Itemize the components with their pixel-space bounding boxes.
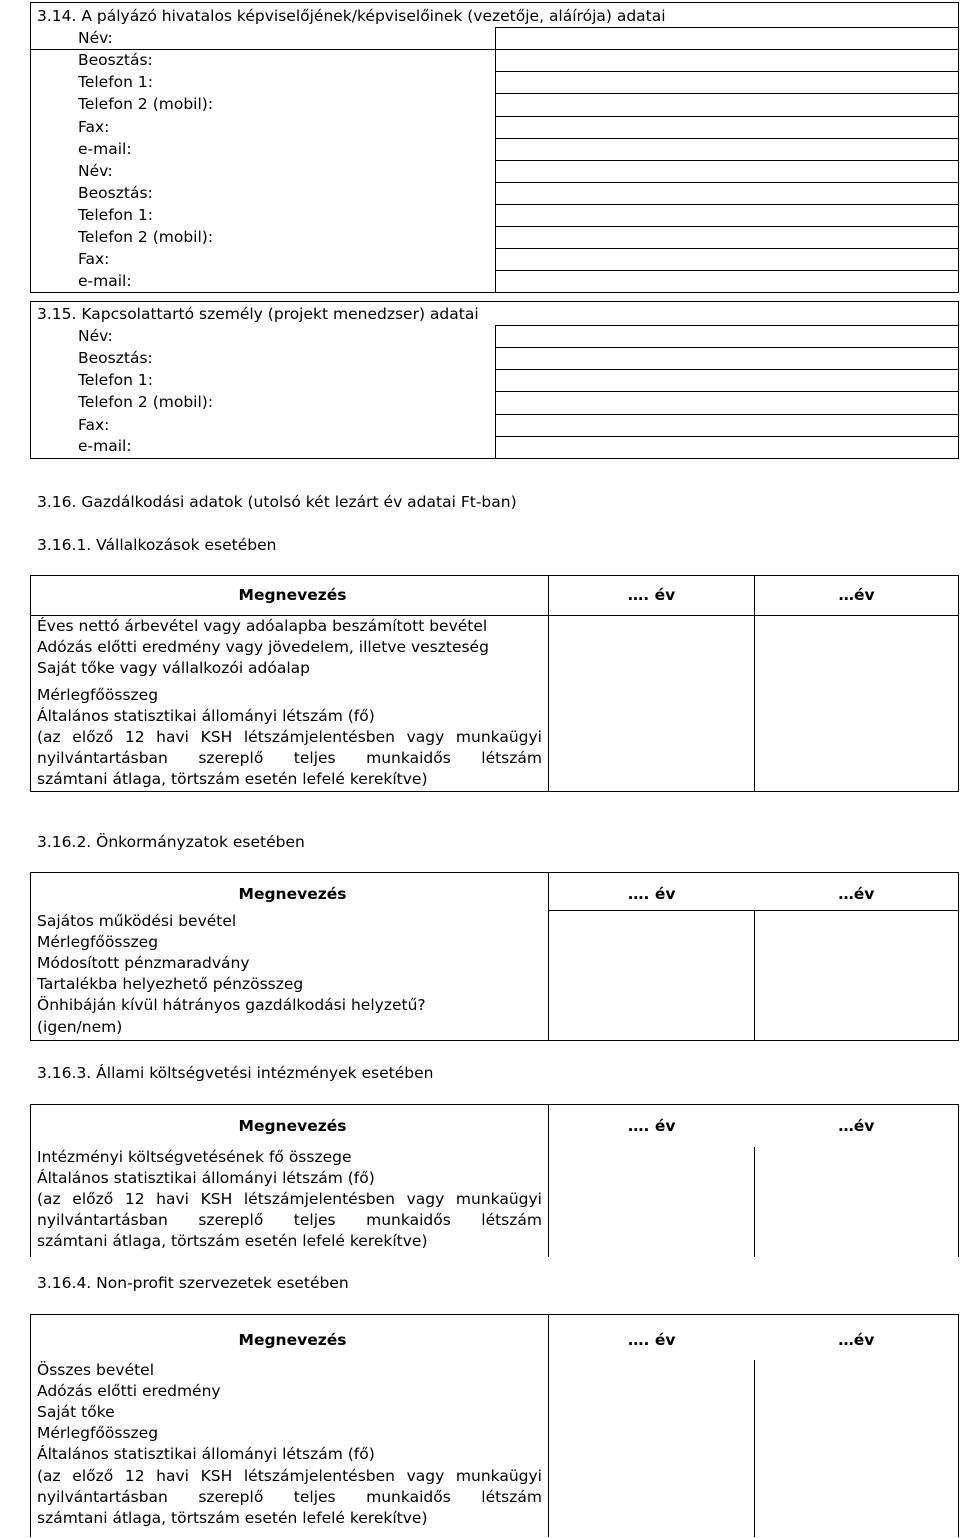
field-value[interactable] <box>496 94 959 116</box>
row-label: Mérlegfőösszeg <box>37 1424 159 1443</box>
field-value[interactable] <box>496 271 959 293</box>
subsection-title-3-16-2: 3.16.2. Önkormányzatok esetében <box>37 833 305 851</box>
field-value[interactable] <box>496 28 959 50</box>
field-label: Telefon 2 (mobil): <box>31 227 496 249</box>
field-value[interactable] <box>496 348 959 370</box>
row-label: Saját tőke <box>37 1402 115 1421</box>
row-labels-cell <box>31 1360 549 1537</box>
field-value[interactable] <box>496 436 959 458</box>
row-label: Adózás előtti eredmény <box>37 1381 221 1400</box>
row-label: nyilvántartásban szereplő teljes munkaidős létszám <box>37 1487 542 1506</box>
section-title-3-15: 3.15. Kapcsolattartó személy (projekt menedzser) adatai <box>31 302 959 326</box>
subsection-title-3-16-3: 3.16.3. Állami költségvetési intézmények esetében <box>37 1064 434 1082</box>
field-label: Név: <box>31 326 496 348</box>
year2-value-cell[interactable] <box>755 616 959 792</box>
field-label: Fax: <box>31 249 496 271</box>
row-label: Mérlegfőösszeg <box>37 685 159 704</box>
year2-value-cell[interactable] <box>755 911 959 1041</box>
field-label: Beosztás: <box>31 182 496 204</box>
row-label: (igen/nem) <box>37 1017 123 1036</box>
year1-value-cell[interactable] <box>549 911 755 1041</box>
field-value[interactable] <box>496 392 959 414</box>
field-value[interactable] <box>496 414 959 436</box>
row-label: Általános statisztikai állományi létszám (fő) <box>37 1445 375 1464</box>
financial-table-state-institutions <box>30 1104 959 1257</box>
row-label: Általános statisztikai állományi létszám (fő) <box>37 706 375 725</box>
field-label: e-mail: <box>31 271 496 293</box>
row-label: Önhibáján kívül hátrányos gazdálkodási helyzetű? <box>37 996 426 1015</box>
column-header-year1: …. év <box>549 576 755 616</box>
column-header-name: Megnevezés <box>31 1105 549 1147</box>
field-label: Telefon 1: <box>31 370 496 392</box>
column-header-name: Megnevezés <box>31 1315 549 1360</box>
column-header-year1: …. év <box>549 1315 755 1360</box>
field-label: Telefon 2 (mobil): <box>31 94 496 116</box>
field-value[interactable] <box>496 227 959 249</box>
row-label: Általános statisztikai állományi létszám (fő) <box>37 1168 375 1187</box>
field-label: Telefon 1: <box>31 204 496 226</box>
column-header-name: Megnevezés <box>31 576 549 616</box>
financial-table-municipalities <box>30 872 959 1041</box>
row-label: Mérlegfőösszeg <box>37 932 159 951</box>
subsection-title-3-16-4: 3.16.4. Non-profit szervezetek esetében <box>37 1274 349 1292</box>
financial-table-enterprises <box>30 575 959 792</box>
column-header-name: Megnevezés <box>31 873 549 911</box>
field-value[interactable] <box>496 249 959 271</box>
row-label: nyilvántartásban szereplő teljes munkaidős létszám <box>37 1211 542 1230</box>
field-label: Telefon 1: <box>31 72 496 94</box>
year2-value-cell[interactable] <box>755 1147 959 1257</box>
field-label: Beosztás: <box>31 348 496 370</box>
field-label: Név: <box>31 160 496 182</box>
field-label: e-mail: <box>31 436 496 458</box>
row-label: Tartalékba helyezhető pénzösszeg <box>37 975 304 994</box>
year1-value-cell[interactable] <box>549 1147 755 1257</box>
column-header-year2: …év <box>755 576 959 616</box>
row-label: (az előző 12 havi KSH létszámjelentésben vagy munkaügyi <box>37 1189 542 1208</box>
column-header-year2: …év <box>755 873 959 911</box>
year1-value-cell[interactable] <box>549 616 755 792</box>
row-label: Intézményi költségvetésének fő összege <box>37 1147 352 1166</box>
row-label: (az előző 12 havi KSH létszámjelentésben vagy munkaügyi <box>37 1466 542 1485</box>
field-label: Fax: <box>31 414 496 436</box>
field-label: Név: <box>31 28 496 50</box>
section-title-3-16: 3.16. Gazdálkodási adatok (utolsó két lezárt év adatai Ft-ban) <box>37 493 517 511</box>
column-header-year1: …. év <box>549 1105 755 1147</box>
representative-table <box>30 2 959 293</box>
year2-value-cell[interactable] <box>755 1360 959 1537</box>
row-label: számtani átlaga, törtszám esetén lefelé kerekítve) <box>37 1508 428 1527</box>
field-label: e-mail: <box>31 138 496 160</box>
row-label: (az előző 12 havi KSH létszámjelentésben vagy munkaügyi <box>37 728 542 747</box>
row-labels-cell <box>31 616 549 792</box>
field-value[interactable] <box>496 50 959 72</box>
row-label: Összes bevétel <box>37 1360 155 1379</box>
field-value[interactable] <box>496 182 959 204</box>
field-value[interactable] <box>496 72 959 94</box>
row-label: számtani átlaga, törtszám esetén lefelé kerekítve) <box>37 1232 428 1251</box>
row-label: Sajátos működési bevétel <box>37 911 237 930</box>
column-header-year2: …év <box>755 1105 959 1147</box>
contact-person-table <box>30 301 959 459</box>
row-labels-cell <box>31 911 549 1041</box>
subsection-title-3-16-1: 3.16.1. Vállalkozások esetében <box>37 536 277 554</box>
row-labels-cell <box>31 1147 549 1257</box>
row-label: Módosított pénzmaradvány <box>37 953 250 972</box>
row-label: számtani átlaga, törtszám esetén lefelé kerekítve) <box>37 770 428 789</box>
year1-value-cell[interactable] <box>549 1360 755 1537</box>
field-label: Beosztás: <box>31 50 496 72</box>
field-value[interactable] <box>496 204 959 226</box>
column-header-year1: …. év <box>549 873 755 911</box>
field-value[interactable] <box>496 326 959 348</box>
section-title-3-14: 3.14. A pályázó hivatalos képviselőjének/képviselőinek (vezetője, aláírója) adatai <box>31 3 959 28</box>
field-value[interactable] <box>496 116 959 138</box>
field-value[interactable] <box>496 370 959 392</box>
financial-table-nonprofits <box>30 1314 959 1537</box>
row-label: Saját tőke vagy vállalkozói adóalap <box>37 659 311 678</box>
column-header-year2: …év <box>755 1315 959 1360</box>
field-label: Fax: <box>31 116 496 138</box>
row-label: Éves nettó árbevétel vagy adóalapba beszámított bevétel <box>37 617 488 635</box>
row-label: nyilvántartásban szereplő teljes munkaidős létszám <box>37 749 542 768</box>
field-label: Telefon 2 (mobil): <box>31 392 496 414</box>
field-value[interactable] <box>496 160 959 182</box>
field-value[interactable] <box>496 138 959 160</box>
row-label: Adózás előtti eredmény vagy jövedelem, illetve veszteség <box>37 638 489 657</box>
